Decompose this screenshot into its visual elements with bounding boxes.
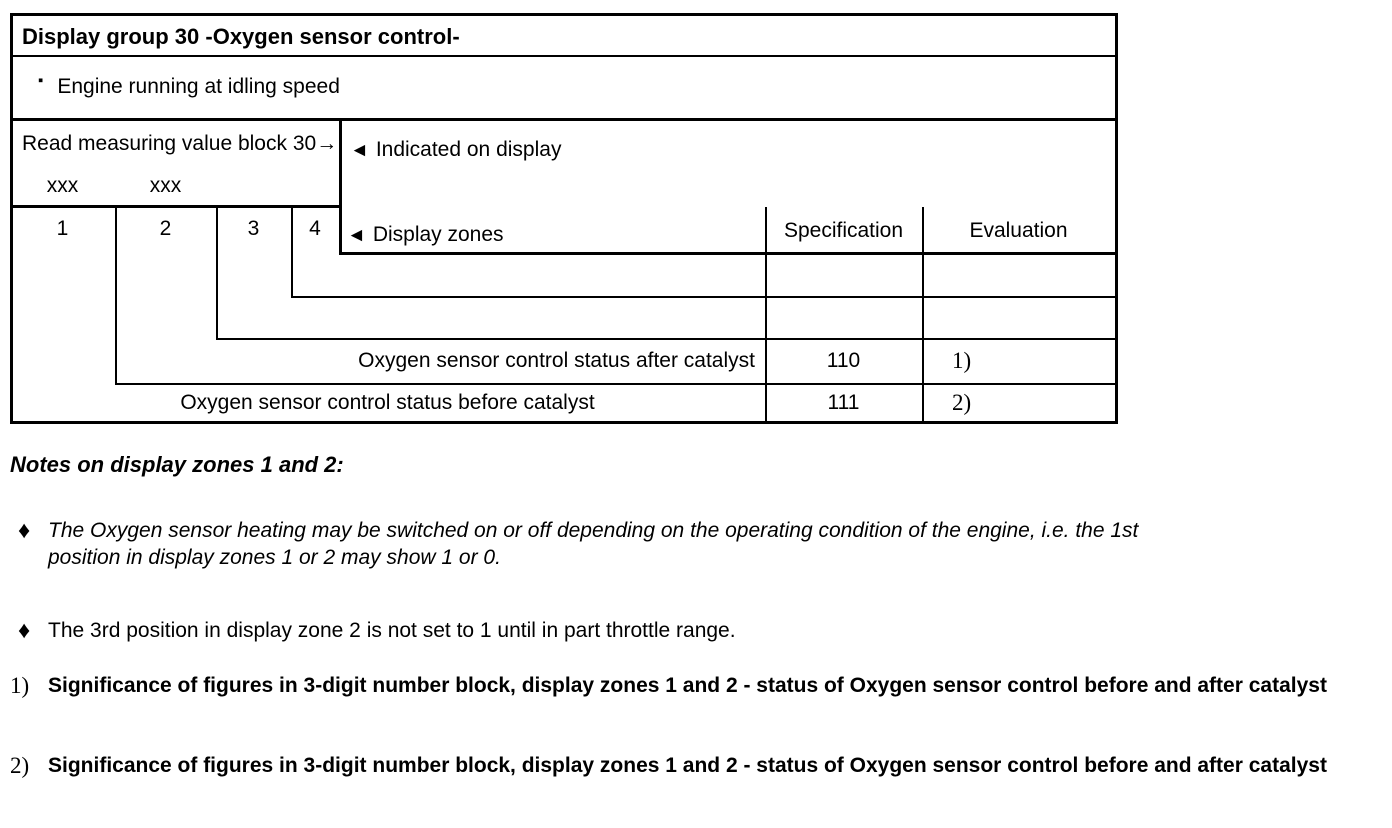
placeholder-value-zone2: xxx [149,174,182,197]
indicated-on-display-label: Indicated on display [375,138,562,161]
footnote-marker: 2) [10,753,30,778]
bullet-icon: ▪ [38,72,44,89]
table-row-zone4-description [339,252,755,296]
note-item [18,617,1148,644]
footnote-marker: 1) [10,673,30,698]
condition-label: Engine running at idling speed [57,75,340,98]
table-row-zone4-specification [765,252,922,296]
diamond-bullet-icon: ♦ [18,517,31,544]
table-row-zone1-evaluation: 2) [952,389,972,415]
table-row-zone2-evaluation: 1) [952,348,972,373]
table-title: Display group 30 -Oxygen sensor control- [22,24,460,49]
notes-heading: Notes on display zones 1 and 2: [10,452,344,477]
footnote-text: Significance of figures in 3-digit number block, display zones 1 and 2 - status of Oxygen sensor control before and after catalyst [48,754,1327,777]
divider-under-condition [10,118,1118,121]
placeholder-value-zone1: xxx [46,174,79,197]
footnote-text: Significance of figures in 3-digit number block, display zones 1 and 2 - status of Oxygen sensor control before and after catalyst [48,674,1327,697]
read-measuring-label: Read measuring value block 30 [22,132,317,155]
zone-header-4: 4 [309,217,321,240]
condition-row [38,55,340,118]
left-pointer-icon: ◄ [347,225,366,246]
diamond-bullet-icon: ♦ [18,617,31,644]
note-text: The 3rd position in display zone 2 is not set to 1 until in part throttle range. [48,619,736,642]
zone-header-2: 2 [159,217,172,240]
footnote-item [10,753,1368,778]
left-pointer-icon: ◄ [350,140,369,161]
read-measuring-row [22,131,338,156]
note-item [18,517,1148,571]
table-row-zone1-description: Oxygen sensor control status before catalyst [180,390,595,414]
table-border-bottom [10,421,1118,424]
zone-header-3: 3 [247,217,260,240]
table-border-top [10,13,1118,16]
footnote-item [10,673,1368,698]
display-zones-cell [347,222,504,247]
measuring-block-table [10,13,1118,424]
display-zones-label: Display zones [372,223,504,246]
table-row-zone2-specification: 110 [826,349,861,372]
specification-column-header: Specification [783,219,904,242]
divider-zone4-right [339,118,342,255]
evaluation-column-header: Evaluation [969,219,1068,242]
right-arrow-icon: → [316,132,338,155]
table-row-zone3-specification [765,296,922,338]
note-text: The Oxygen sensor heating may be switched on or off depending on the operating condition of the engine, i.e. the 1st position in display zones 1 or 2 may show 1 or 0. [48,519,1139,569]
table-row-zone1-specification: 111 [827,390,860,414]
table-row-zone2-description: Oxygen sensor control status after catalyst [358,349,755,372]
table-row-zone3-description [216,296,755,338]
table-border-right [1115,13,1118,424]
indicated-on-display-cell [350,137,561,162]
zone-header-1: 1 [56,217,69,240]
